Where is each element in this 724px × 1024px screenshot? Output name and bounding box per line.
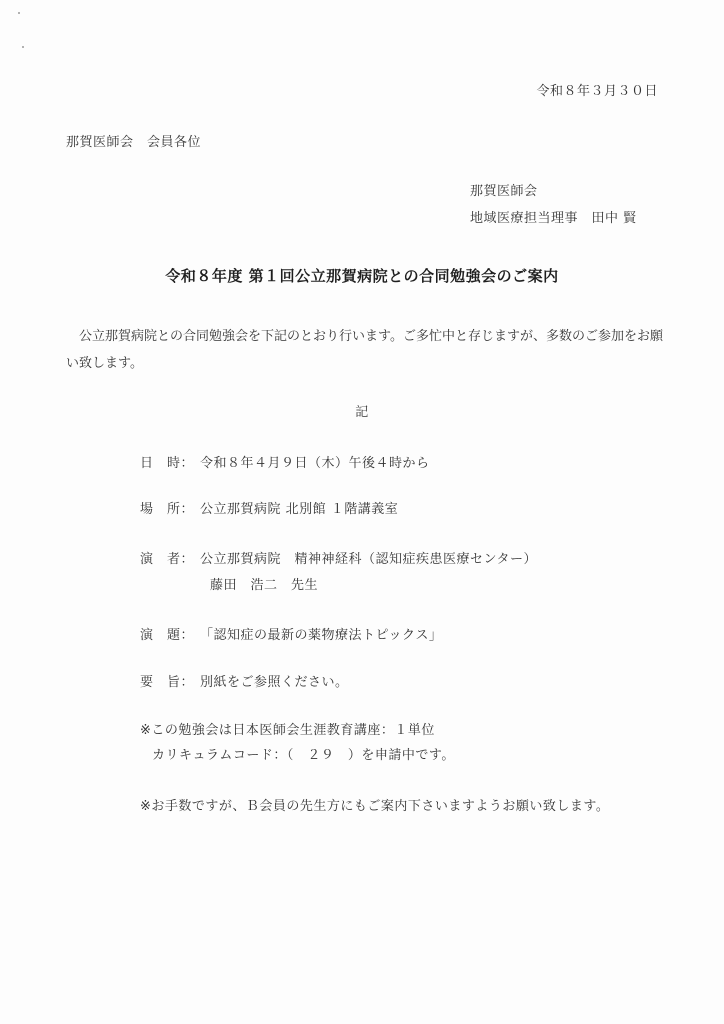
topic-value: 「認知症の最新の薬物療法トピックス」 [200,628,443,643]
b-member-note: ※お手数ですが、Ｂ会員の先生方にもご案内下さいますようお願い致します。 [140,799,610,814]
summary-label: 要 旨： [140,675,195,690]
addressee: 那賀医師会 会員各位 [66,135,202,150]
summary-value: 別紙をご参照ください。 [200,675,349,690]
sender-person: 地域医療担当理事 田中 賢 [470,211,637,226]
venue-label: 場 所： [140,502,195,517]
speaker-label: 演 者： [140,552,195,567]
credit-note-line2: カリキュラムコード：（ ２９ ）を申請中です。 [152,748,455,763]
ki-heading: 記 [355,405,369,420]
document-title: 令和８年度 第１回公立那賀病院との合同勉強会のご案内 [165,267,559,285]
scan-speck [18,12,20,14]
speaker-name: 藤田 浩二 先生 [210,578,319,593]
venue-value: 公立那賀病院 北別館 １階講義室 [200,502,399,517]
datetime-value: 令和８年４月９日（木）午後４時から [200,456,430,471]
datetime-label: 日 時： [140,456,195,471]
topic-label: 演 題： [140,628,195,643]
sender-organization: 那賀医師会 [470,184,538,199]
credit-note-line1: ※この勉強会は日本医師会生涯教育講座：１単位 [140,723,435,738]
body-paragraph: 公立那賀病院との合同勉強会を下記のとおり行います。ご多忙中と存じますが、多数のご参加をお願い致します。 [66,329,663,371]
speaker-affiliation: 公立那賀病院 精神神経科（認知症疾患医療センター） [200,552,537,567]
document-date: 令和８年３月３０日 [536,84,658,99]
scan-speck [22,46,24,48]
